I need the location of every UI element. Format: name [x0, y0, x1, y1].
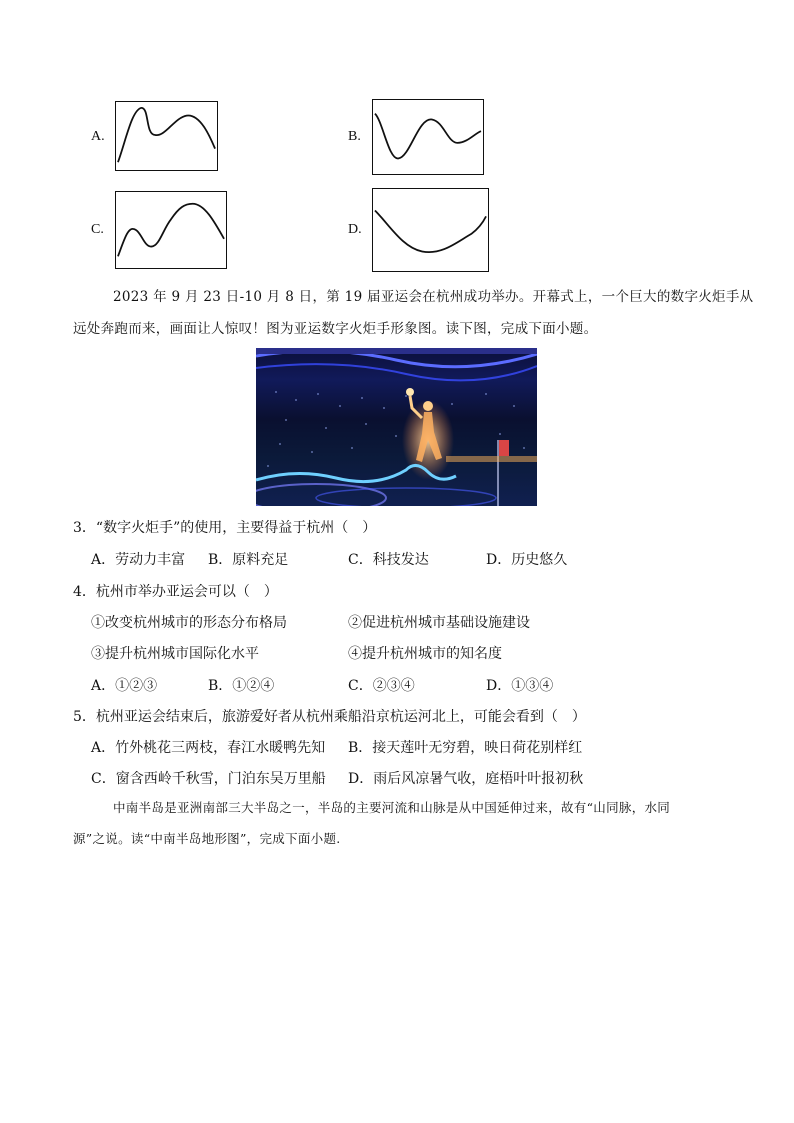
option-c-label: C. [91, 222, 104, 237]
q4-option-d[interactable]: D．①③④ [486, 678, 554, 694]
q4-statement-3: ③提升杭州城市国际化水平 [91, 646, 259, 662]
option-b-curve-graph [372, 99, 484, 175]
q4-option-a[interactable]: A．①②③ [91, 678, 158, 694]
q3-option-d[interactable]: D．历史悠久 [486, 552, 568, 568]
option-d-label: D. [348, 222, 362, 237]
q4-option-c[interactable]: C．②③④ [348, 678, 415, 694]
q3-option-a[interactable]: A．劳动力丰富 [91, 552, 186, 568]
q5-stem: 5．杭州亚运会结束后，旅游爱好者从杭州乘船沿京杭运河北上，可能会看到（ ） [73, 709, 586, 725]
q4-statement-2: ②促进杭州城市基础设施建设 [348, 615, 530, 631]
option-a-curve-graph [115, 101, 218, 171]
passage2-line1: 中南半岛是亚洲南部三大半岛之一，半岛的主要河流和山脉是从中国延伸过来，故有“山同脉，水同 [113, 800, 671, 815]
q4-statement-1: ①改变杭州城市的形态分布格局 [91, 615, 287, 631]
curve-b [373, 100, 483, 174]
q4-statement-4: ④提升杭州城市的知名度 [348, 646, 502, 662]
option-b-label: B. [348, 129, 361, 144]
curve-d [373, 189, 488, 271]
digital-torchbearer-photo [256, 348, 537, 506]
q5-option-c[interactable]: C．窗含西岭千秋雪，门泊东吴万里船 [91, 771, 326, 787]
q3-stem: 3．“数字火炬手”的使用，主要得益于杭州（ ） [73, 520, 377, 536]
passage1-line1: 2023 年 9 月 23 日-10 月 8 日，第 19 届亚运会在杭州成功举办。开幕式上，一个巨大的数字火炬手从 [113, 289, 754, 305]
option-c-curve-graph [115, 191, 227, 269]
passage1-line2: 远处奔跑而来，画面让人惊叹！图为亚运数字火炬手形象图。读下图，完成下面小题。 [73, 321, 598, 337]
stadium-scene-illustration [256, 348, 537, 506]
q3-option-b[interactable]: B．原料充足 [208, 552, 289, 568]
option-d-curve-graph [372, 188, 489, 272]
q5-option-d[interactable]: D．雨后风凉暑气收，庭梧叶叶报初秋 [348, 771, 584, 787]
q4-stem: 4．杭州市举办亚运会可以（ ） [73, 584, 278, 600]
curve-a [116, 102, 217, 170]
q5-option-a[interactable]: A．竹外桃花三两枝，春江水暖鸭先知 [91, 740, 326, 756]
passage2-line2: 源”之说。读“中南半岛地形图”，完成下面小题. [73, 831, 341, 846]
q5-option-b[interactable]: B．接天莲叶无穷碧，映日荷花别样红 [348, 740, 583, 756]
q3-option-c[interactable]: C．科技发达 [348, 552, 429, 568]
option-a-label: A. [91, 129, 105, 144]
q4-option-b[interactable]: B．①②④ [208, 678, 275, 694]
curve-c [116, 192, 226, 268]
